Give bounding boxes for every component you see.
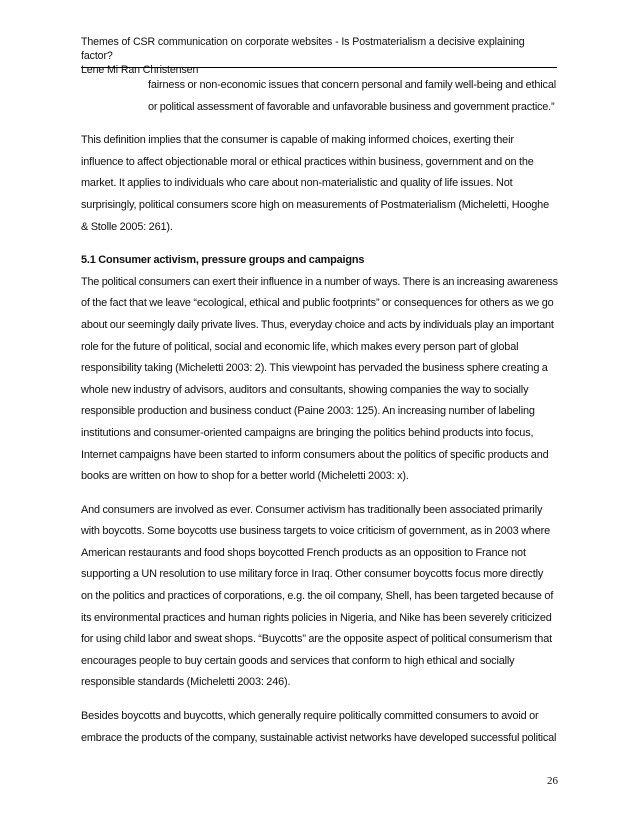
text-line: of the fact that we leave “ecological, ethical and public footprints” or consequences for others as we go (81, 297, 554, 310)
paragraph-definition (81, 130, 558, 238)
page-number: 26 (547, 775, 558, 787)
text-line: encourages people to buy certain goods and services that conform to high ethical and socially (81, 654, 515, 667)
block-quote (81, 75, 558, 118)
text-line: for using child labor and sweat shops. “Buycotts” are the opposite aspect of political consumerism that (81, 633, 552, 646)
text-line: about our seemingly daily private lives. Thus, everyday choice and acts by individuals play an important (81, 318, 554, 331)
paragraph-buycotts (81, 706, 558, 749)
text-line: & Stolle 2005: 261). (81, 220, 173, 233)
text-line: responsible production and business conduct (Paine 2003: 125). An increasing number of labeling (81, 405, 535, 418)
text-line: books are written on how to shop for a better world (Micheletti 2003: x). (81, 470, 409, 483)
header-author: Lene Mi Ran Christensen (81, 64, 199, 76)
header-title: Themes of CSR communication on corporate websites - Is Postmaterialism a decisive explaining factor? (81, 36, 525, 62)
text-line: role for the future of political, social and economic life, which makes every person part of global (81, 340, 519, 353)
text-line: supporting a UN resolution to use military force in Iraq. Other consumer boycotts focus more directly (81, 568, 544, 581)
section-heading: 5.1 Consumer activism, pressure groups and campaigns (81, 254, 365, 267)
text-line: embrace the products of the company, sustainable activist networks have developed successful political (81, 731, 557, 744)
text-line: surprisingly, political consumers score high on measurements of Postmaterialism (Micheletti, Hooghe (81, 198, 549, 211)
text-line: responsible standards (Micheletti 2003: 246). (81, 676, 291, 689)
text-line: market. It applies to individuals who care about non-materialistic and quality of life issues. Not (81, 177, 513, 190)
text-line: Besides boycotts and buycotts, which generally require politically committed consumers to avoid or (81, 710, 539, 723)
header-divider (81, 67, 557, 68)
body-text (81, 75, 558, 749)
quote-line: fairness or non-economic issues that concern personal and family well-being and ethical (148, 79, 557, 91)
text-line: This definition implies that the consumer is capable of making informed choices, exerting their (81, 134, 514, 147)
text-line: whole new industry of advisors, auditors and consultants, showing companies the way to socially (81, 383, 529, 396)
text-line: influence to affect objectionable moral or ethical practices within business, government and on the (81, 155, 534, 168)
quote-line: or political assessment of favorable and unfavorable business and government practice.” (148, 100, 555, 113)
text-line: American restaurants and food shops boycotted French products as an opposition to France not (81, 546, 526, 559)
text-line: on the politics and practices of corporations, e.g. the oil company, Shell, has been targeted because of (81, 590, 554, 603)
paragraph-gap (81, 488, 558, 500)
text-line: Internet campaigns have been started to inform consumers about the politics of specific products and (81, 448, 549, 461)
paragraph-awareness (81, 272, 558, 488)
paragraph-gap (81, 118, 558, 130)
paragraph-boycotts (81, 500, 558, 694)
running-header (81, 35, 558, 77)
text-line: its environmental practices and human rights policies in Nigeria, and Nike has been severely criticized (81, 611, 552, 624)
text-line: And consumers are involved as ever. Consumer activism has traditionally been associated primarily (81, 503, 543, 516)
text-line: institutions and consumer-oriented campaigns are bringing the politics behind products into focus, (81, 426, 534, 439)
paragraph-gap (81, 694, 558, 706)
text-line: with boycotts. Some boycotts use business targets to voice criticism of government, as in 2003 where (81, 525, 550, 538)
text-line: The political consumers can exert their influence in a number of ways. There is an increasing awareness (81, 275, 558, 288)
text-line: responsibility taking (Micheletti 2003: 2). This viewpoint has pervaded the business sphere creating a (81, 362, 548, 375)
paragraph-gap (81, 238, 558, 250)
